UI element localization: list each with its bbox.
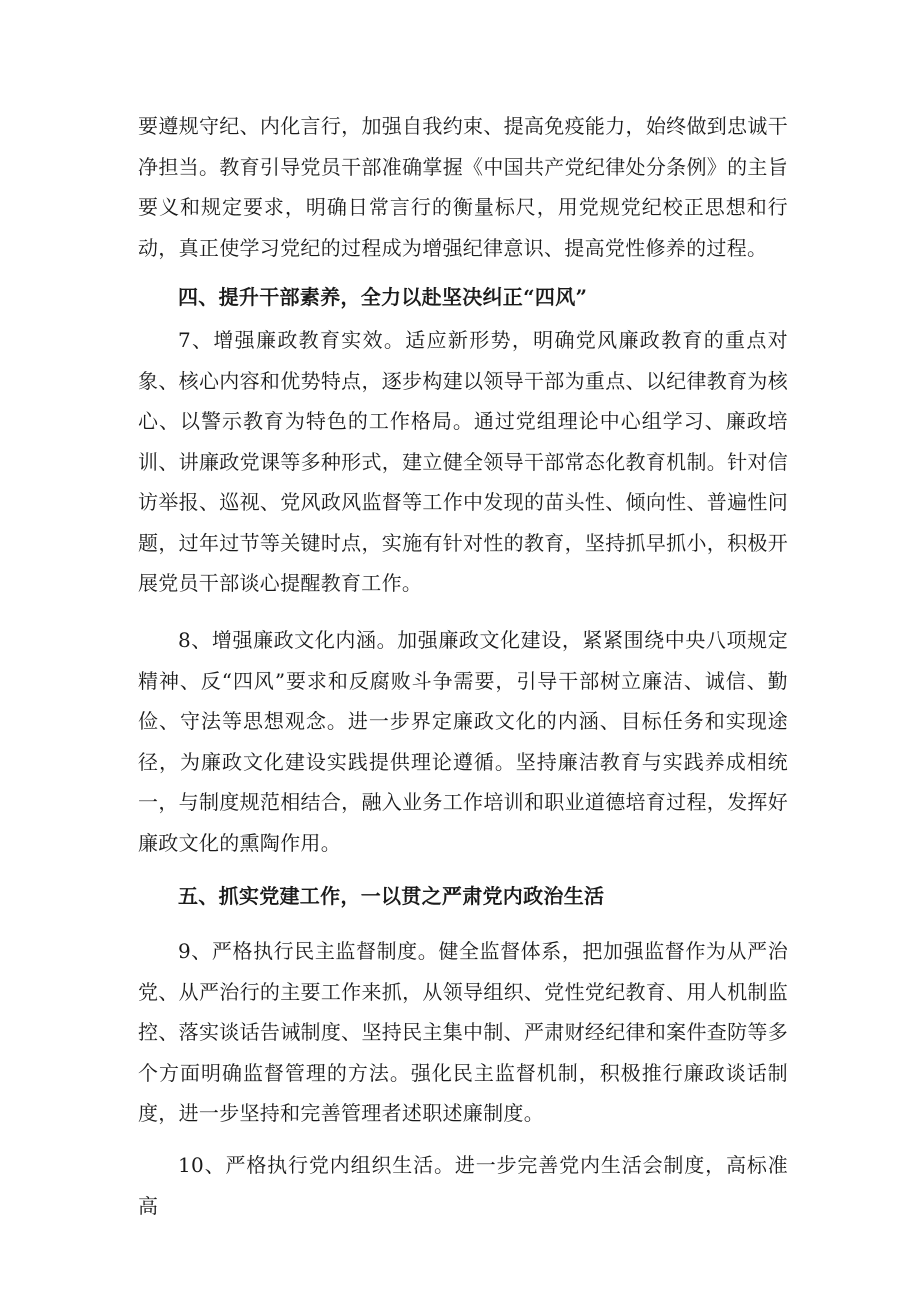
section-heading-four: 四、提升干部素养，全力以赴坚决纠正“四风” <box>178 285 588 309</box>
item-9-paragraph: 9、严格执行民主监督制度。健全监督体系，把加强监督作为从严治党、从严治行的主要工作来抓，从领导组织、党性党纪教育、用人机制监控、落实谈话告诫制度、坚持民主集中制、严肃财经纪律和案件查防等多个方面明确监督管理的方法。强化民主监督机制，积极推行廉政谈话制度，进一步坚持和完善管理者述职述廉制度。 <box>138 939 788 1125</box>
paragraph-continued: 要遵规守纪、内化言行，加强自我约束、提高免疫能力，始终做到忠诚干净担当。教育引导党员干部准确掌握《中国共产党纪律处分条例》的主旨要义和规定要求，明确日常言行的衡量标尺，用党规党纪校正思想和行动，真正使学习党纪的过程成为增强纪律意识、提高党性修养的过程。 <box>138 114 788 260</box>
item-8-paragraph: 8、增强廉政文化内涵。加强廉政文化建设，紧紧围绕中央八项规定精神、反“四风”要求和反腐败斗争需要，引导干部树立廉洁、诚信、勤俭、守法等思想观念。进一步界定廉政文化的内涵、目标任务和实现途径，为廉政文化建设实践提供理论遵循。坚持廉洁教育与实践养成相统一，与制度规范相结合，融入业务工作培训和职业道德培育过程，发挥好廉政文化的熏陶作用。 <box>138 628 788 855</box>
item-7-paragraph: 7、增强廉政教育实效。适应新形势，明确党风廉政教育的重点对象、核心内容和优势特点，逐步构建以领导干部为重点、以纪律教育为核心、以警示教育为特色的工作格局。通过党组理论中心组学习、廉政培训、讲廉政党课等多种形式，建立健全领导干部常态化教育机制。针对信访举报、巡视、党风政风监督等工作中发现的苗头性、倾向性、普遍性问题，过年过节等关键时点，实施有针对性的教育，坚持抓早抓小，积极开展党员干部谈心提醒教育工作。 <box>138 328 788 595</box>
item-10-paragraph: 10、严格执行党内组织生活。进一步完善党内生活会制度，高标准高 <box>138 1153 788 1218</box>
section-heading-five: 五、抓实党建工作，一以贯之严肃党内政治生活 <box>178 884 605 908</box>
